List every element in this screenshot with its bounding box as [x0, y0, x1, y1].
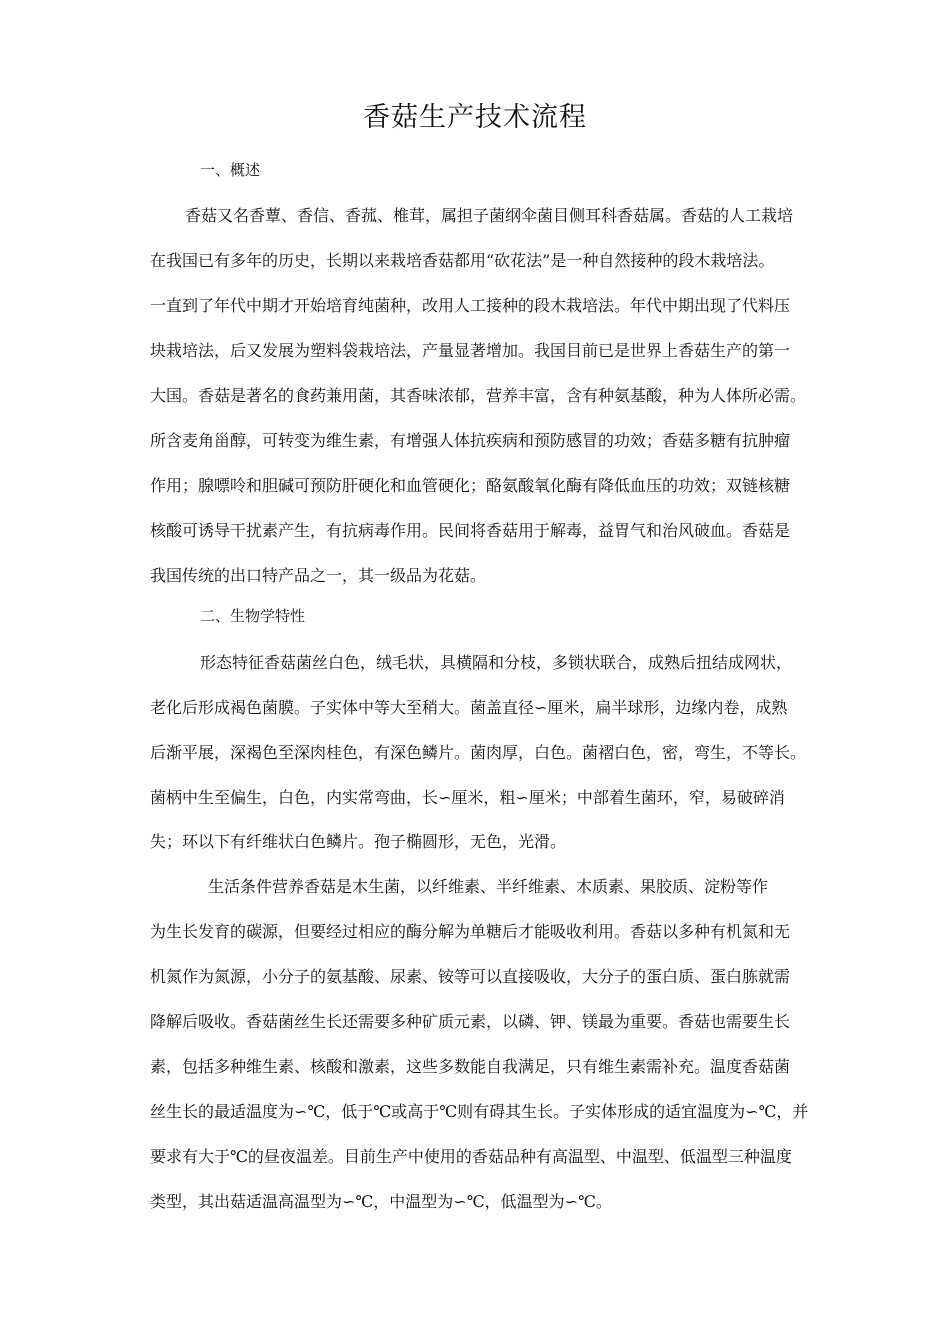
paragraph-line: 后渐平展，深褐色至深肉桂色，有深色鳞片。菌肉厚，白色。菌褶白色，密，弯生，不等长。 — [150, 743, 807, 762]
paragraph-line: 生活条件营养香菇是木生菌，以纤维素、半纤维素、木质素、果胶质、淀粉等作 — [208, 877, 769, 896]
paragraph-line: 香菇又名香蕈、香信、香菰、椎茸，属担子菌纲伞菌目侧耳科香菇属。香菇的人工栽培 — [185, 206, 794, 225]
paragraph-line: 机氮作为氮源，小分子的氨基酸、尿素、铵等可以直接吸收，大分子的蛋白质、蛋白胨就需 — [150, 967, 791, 986]
paragraph-line: 形态特征香菇菌丝白色，绒毛状，具横隔和分枝，多锁状联合，成熟后扭结成网状， — [200, 653, 793, 672]
paragraph-line: 要求有大于℃的昼夜温差。目前生产中使用的香菇品种有高温型、中温型、低温型三种温度 — [150, 1147, 792, 1166]
document-title: 香菇生产技术流程 — [363, 102, 587, 133]
paragraph-line: 老化后形成褐色菌膜。子实体中等大至稍大。菌盖直径∽厘米，扁半球形，边缘内卷，成熟 — [150, 698, 788, 717]
paragraph-line: 降解后吸收。香菇菌丝生长还需要多种矿质元素，以磷、钾、镁最为重要。香菇也需要生长 — [150, 1012, 791, 1031]
paragraph-line: 所含麦角甾醇，可转变为维生素，有增强人体抗疾病和预防感冒的功效；香菇多糖有抗肿瘤 — [150, 431, 791, 450]
paragraph-line: 素，包括多种维生素、核酸和激素，这些多数能自我满足，只有维生素需补充。温度香菇菌 — [150, 1057, 791, 1076]
paragraph-line: 类型，其出菇适温高温型为∽℃，中温型为∽℃，低温型为∽℃。 — [150, 1192, 612, 1211]
paragraph-line: 作用；腺嘌呤和胆碱可预防肝硬化和血管硬化；酪氨酸氧化酶有降低血压的功效；双链核糖 — [150, 476, 791, 495]
section-heading-overview: 一、概述 — [200, 161, 261, 179]
paragraph-line: 核酸可诱导干扰素产生，有抗病毒作用。民间将香菇用于解毒，益胃气和治风破血。香菇是 — [150, 521, 791, 540]
paragraph-line: 一直到了年代中期才开始培育纯菌种，改用人工接种的段木栽培法。年代中期出现了代料压 — [150, 296, 791, 315]
paragraph-line: 大国。香菇是著名的食药兼用菌，其香味浓郁，营养丰富，含有种氨基酸，种为人体所必需。 — [150, 386, 807, 405]
paragraph-line: 在我国已有多年的历史，长期以来栽培香菇都用“砍花法”是一种自然接种的段木栽培法。 — [150, 251, 775, 270]
section-heading-biology: 二、生物学特性 — [200, 607, 306, 625]
paragraph-line: 块栽培法，后又发展为塑料袋栽培法，产量显著增加。我国目前已是世界上香菇生产的第一 — [150, 341, 791, 360]
paragraph-line: 我国传统的出口特产品之一，其一级品为花菇。 — [150, 566, 487, 585]
paragraph-line: 失；环以下有纤维状白色鳞片。孢子椭圆形，无色，光滑。 — [150, 832, 567, 851]
paragraph-line: 菌柄中生至偏生，白色，内实常弯曲，长∽厘米，粗∽厘米；中部着生菌环，窄，易破碎消 — [150, 788, 785, 807]
paragraph-line: 为生长发育的碳源，但要经过相应的酶分解为单糖后才能吸收利用。香菇以多种有机氮和无 — [150, 922, 791, 941]
paragraph-line: 丝生长的最适温度为∽℃，低于℃或高于℃则有碍其生长。子实体形成的适宜温度为∽℃，并 — [150, 1102, 809, 1121]
